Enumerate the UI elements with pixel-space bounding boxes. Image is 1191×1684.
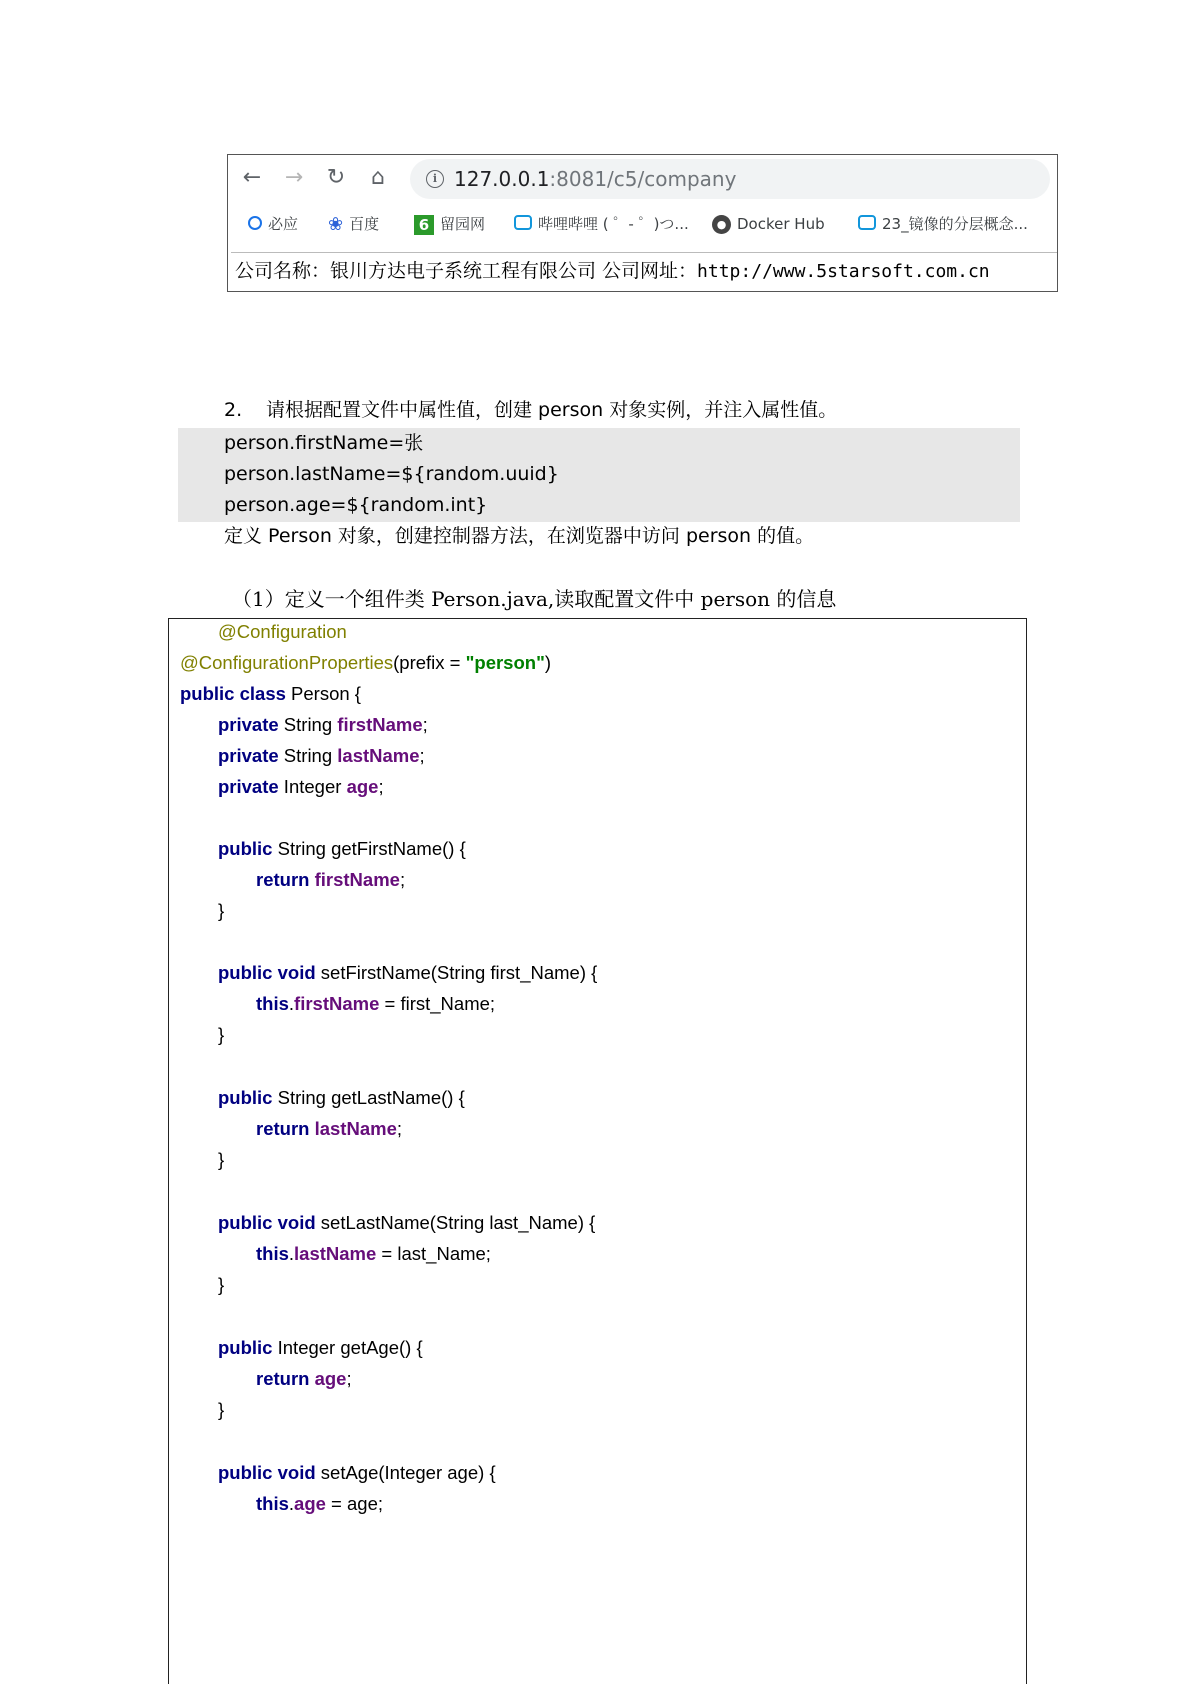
code-keyword: return xyxy=(256,869,310,890)
bookmark-label: 必应 xyxy=(268,215,299,233)
reload-icon[interactable]: ↻ xyxy=(326,165,346,190)
code-text: setLastName(String last_Name) { xyxy=(315,1212,596,1233)
bookmark-liuyuan[interactable] xyxy=(414,211,485,237)
bookmark-label: Docker Hub xyxy=(737,215,825,233)
code-text: Person { xyxy=(285,683,361,704)
code-line xyxy=(218,1085,465,1111)
code-line xyxy=(180,681,361,707)
bookmark-label: 百度 xyxy=(349,215,380,233)
code-text: ; xyxy=(419,745,425,766)
company-prefix: 公司名称：银川方达电子系统工程有限公司 公司网址： xyxy=(235,260,698,282)
code-line: } xyxy=(218,1399,225,1420)
code-keyword: public xyxy=(218,1087,273,1108)
code-line xyxy=(218,712,428,738)
heading-text: 请根据配置文件中属性值，创建 person 对象实例，并注入属性值。 xyxy=(266,399,838,421)
code-keyword: return xyxy=(256,1118,310,1139)
code-keyword: public void xyxy=(218,962,316,983)
code-text: String xyxy=(278,745,338,766)
code-text: ; xyxy=(422,714,428,735)
code-text: ; xyxy=(346,1368,352,1389)
code-string: "person" xyxy=(465,652,545,673)
code-line xyxy=(218,1335,423,1361)
code-text: ; xyxy=(378,776,384,797)
bilibili-icon xyxy=(858,215,876,230)
property-line: person.age=${random.int} xyxy=(224,494,488,516)
code-keyword: public void xyxy=(218,1212,316,1233)
home-icon[interactable]: ⌂ xyxy=(371,165,385,190)
docker-icon: ● xyxy=(712,215,731,234)
code-block xyxy=(168,618,1027,1684)
code-text: . xyxy=(288,993,295,1014)
arrow-left-icon[interactable]: ← xyxy=(242,165,262,190)
step-text: （1）定义一个组件类 Person.java,读取配置文件中 person 的信息 xyxy=(232,587,837,611)
code-field: age xyxy=(294,1493,326,1514)
code-line xyxy=(256,1116,402,1142)
code-text: . xyxy=(288,1493,295,1514)
code-line xyxy=(256,1366,352,1392)
code-text: = first_Name; xyxy=(379,993,496,1014)
code-text: String getLastName() { xyxy=(272,1087,465,1108)
bookmark-bing[interactable] xyxy=(248,211,298,237)
properties-block xyxy=(178,428,1020,522)
arrow-right-icon[interactable]: → xyxy=(284,165,304,190)
code-line xyxy=(256,867,405,893)
bilibili-icon xyxy=(514,215,532,230)
code-field: firstName xyxy=(314,869,400,890)
baidu-paw-icon: ❀ xyxy=(328,213,344,235)
code-field: age xyxy=(346,776,379,797)
code-text: Integer xyxy=(278,776,347,797)
code-field: age xyxy=(314,1368,347,1389)
code-line: } xyxy=(218,1024,225,1045)
bookmark-label: 留园网 xyxy=(440,215,486,233)
section-heading xyxy=(224,396,837,424)
code-field: lastName xyxy=(314,1118,397,1139)
company-url: http://www.5starsoft.com.cn xyxy=(697,261,990,282)
info-icon[interactable]: i xyxy=(426,170,444,188)
page-content-company xyxy=(231,252,1057,289)
code-line: } xyxy=(218,1274,225,1295)
code-keyword: private xyxy=(218,745,279,766)
bookmark-docker-hub[interactable] xyxy=(712,211,825,237)
bookmark-bilibili-video[interactable] xyxy=(858,211,1028,237)
code-line xyxy=(256,1241,491,1267)
code-text: (prefix = xyxy=(393,652,466,673)
bookmark-label: 哔哩哔哩 ( ゜- ゜)つ... xyxy=(538,215,689,233)
address-bar[interactable] xyxy=(410,159,1050,199)
code-text: String getFirstName() { xyxy=(272,838,466,859)
code-keyword: public xyxy=(218,1337,273,1358)
code-text: = last_Name; xyxy=(376,1243,491,1264)
code-line xyxy=(218,836,466,862)
code-line xyxy=(180,650,551,676)
browser-toolbar xyxy=(228,155,1057,203)
bookmark-label: 23_镜像的分层概念... xyxy=(882,215,1028,233)
liuyuan-icon: 6 xyxy=(414,215,434,235)
property-line: person.firstName=张 xyxy=(224,432,424,454)
bookmarks-bar xyxy=(228,207,1057,241)
code-keyword: this xyxy=(256,1493,289,1514)
code-line xyxy=(218,1460,496,1486)
code-line: } xyxy=(218,1149,225,1170)
code-text: = age; xyxy=(325,1493,384,1514)
code-text: Integer getAge() { xyxy=(272,1337,423,1358)
code-line xyxy=(218,960,597,986)
code-field: firstName xyxy=(294,993,380,1014)
code-line xyxy=(256,1491,383,1517)
code-keyword: private xyxy=(218,714,279,735)
code-keyword: public class xyxy=(180,683,286,704)
code-line xyxy=(218,1210,595,1236)
bookmark-baidu[interactable] xyxy=(328,211,379,237)
browser-screenshot xyxy=(227,154,1058,292)
code-keyword: public void xyxy=(218,1462,316,1483)
code-text: ) xyxy=(544,652,552,673)
code-text: . xyxy=(288,1243,295,1264)
search-icon xyxy=(248,216,262,230)
code-text: setFirstName(String first_Name) { xyxy=(315,962,598,983)
property-line: person.lastName=${random.uuid} xyxy=(224,463,559,485)
code-keyword: this xyxy=(256,993,289,1014)
url-text[interactable] xyxy=(454,166,736,192)
code-annotation: @ConfigurationProperties xyxy=(180,652,394,673)
description-text: 定义 Person 对象，创建控制器方法，在浏览器中访问 person 的值。 xyxy=(224,525,815,547)
code-keyword: public xyxy=(218,838,273,859)
code-keyword: private xyxy=(218,776,279,797)
code-line xyxy=(218,619,347,645)
code-keyword: return xyxy=(256,1368,310,1389)
code-line xyxy=(218,774,384,800)
code-text: setAge(Integer age) { xyxy=(315,1462,496,1483)
code-field: lastName xyxy=(337,745,420,766)
code-annotation: @Configuration xyxy=(218,621,347,642)
code-text: ; xyxy=(399,869,406,890)
code-line: } xyxy=(218,900,225,921)
code-text: String xyxy=(278,714,338,735)
code-keyword: this xyxy=(256,1243,289,1264)
code-line xyxy=(218,743,425,769)
heading-number: 2. xyxy=(224,399,243,421)
code-field: lastName xyxy=(294,1243,377,1264)
code-line xyxy=(256,991,495,1017)
url-path: :8081/c5/company xyxy=(549,167,737,191)
bookmark-bilibili[interactable] xyxy=(514,211,689,237)
code-field: firstName xyxy=(337,714,423,735)
url-host: 127.0.0.1 xyxy=(454,167,550,191)
code-text: ; xyxy=(396,1118,402,1139)
